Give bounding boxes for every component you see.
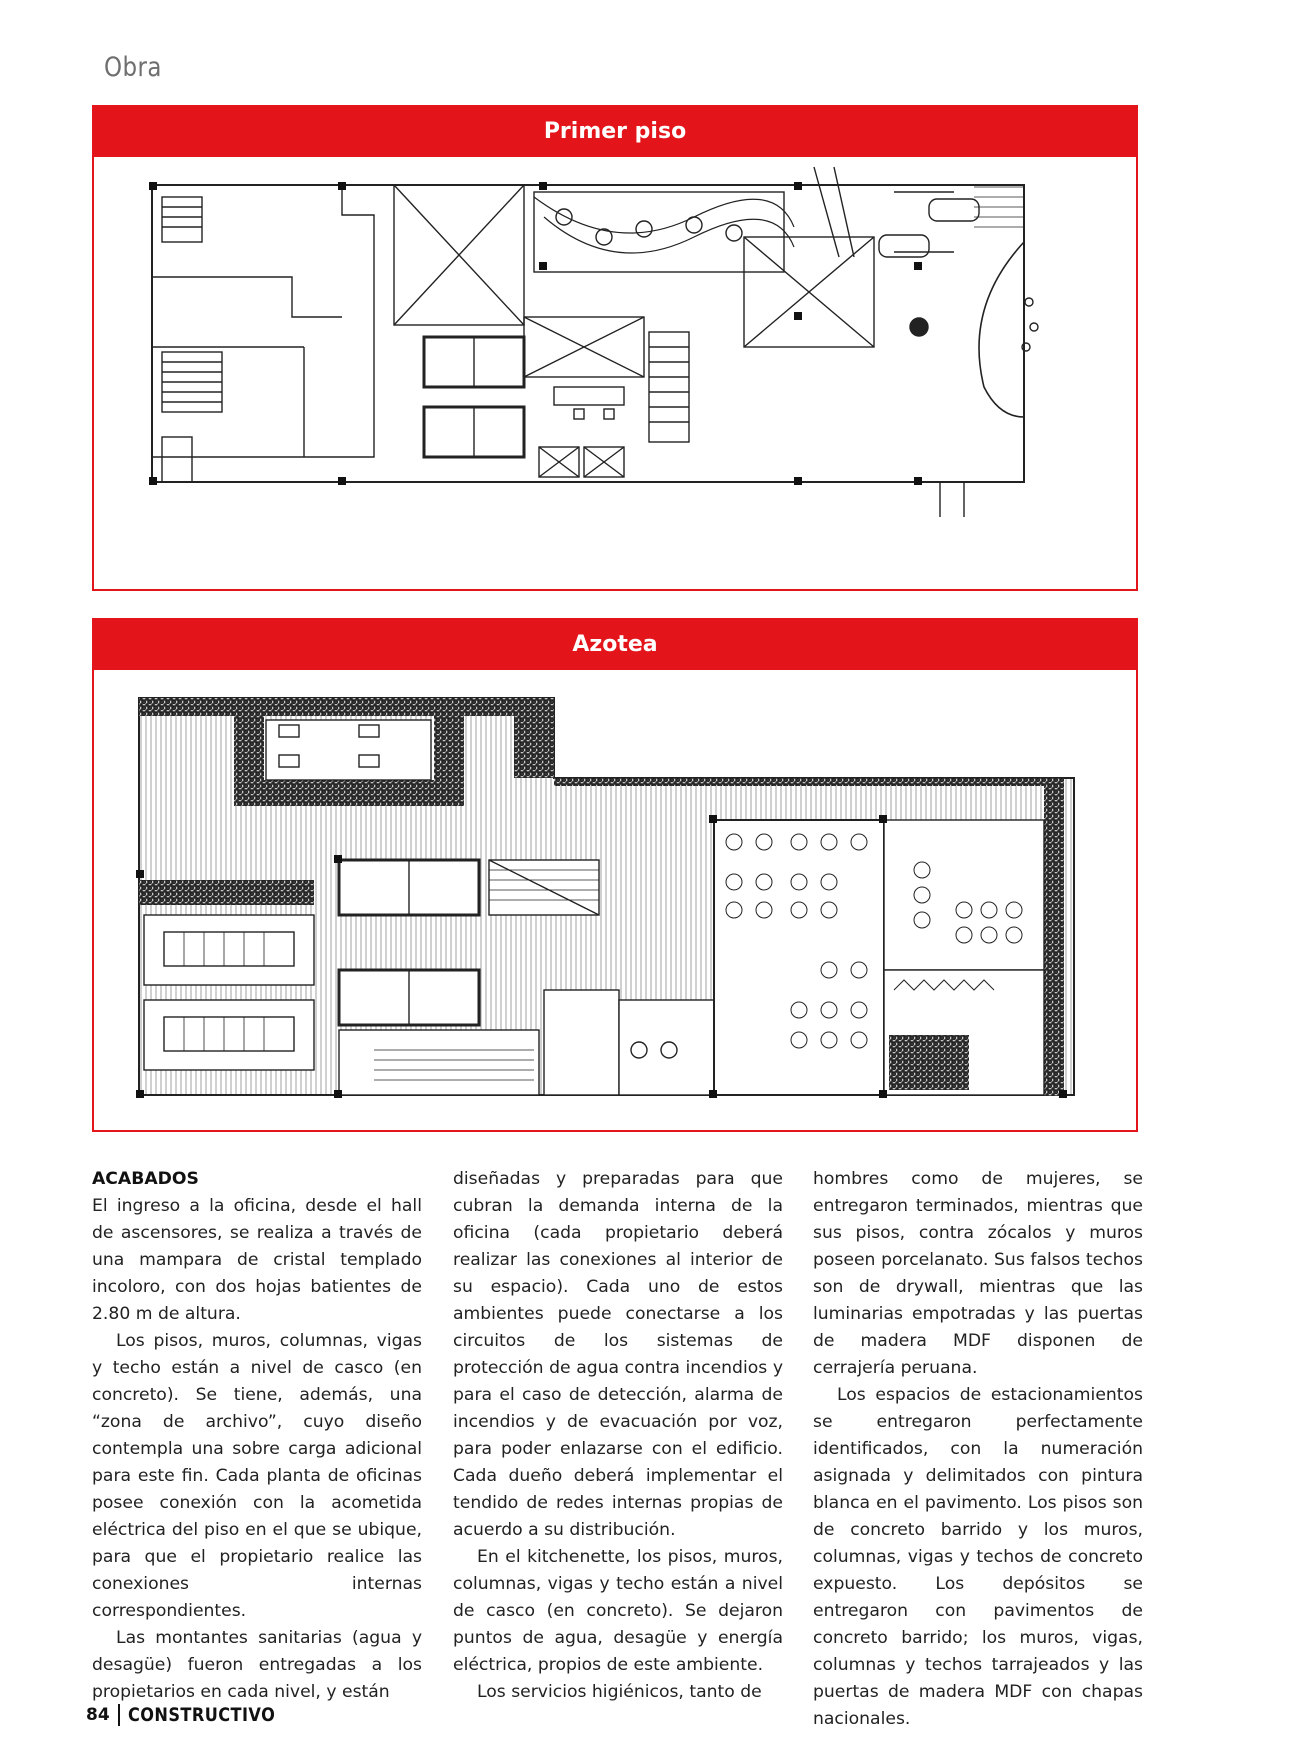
magazine-name: CONSTRUCTIVO [127,1704,275,1726]
paragraph: En el kitchenette, los pisos, muros, columnas, vigas y techo están a nivel de casco (en concreto). Se dejaron puntos de agua, desagüe y energía eléctrica, propios de este ambiente. [453,1547,783,1675]
article-column-2 [453,1166,783,1706]
plan-title: Primer piso [94,107,1136,157]
paragraph: El ingreso a la oficina, desde el hall de ascensores, se realiza a través de una mampara de cristal templado incoloro, con dos hojas batientes de 2.80 m de altura. [92,1196,422,1324]
page-footer [86,1704,301,1726]
article-heading: ACABADOS [92,1169,199,1189]
paragraph: Los espacios de estacionamientos se entregaron perfectamente identificados, con la numeración asignada y delimitados con pintura blanca en el pavimento. Los pisos son de concreto barrido y los muros, columnas, vigas y techos de concreto expuesto. Los depósitos se entregaron con pavimentos de concreto barrido; los muros, vigas, columnas y techos tarrajeados y las puertas de madera MDF con chapas nacionales. [813,1385,1143,1729]
paragraph: Los servicios higiénicos, tanto de [477,1682,762,1702]
plan-primer-piso [92,105,1138,591]
section-label: Obra [104,52,162,83]
floor-plan-drawing [94,157,1136,589]
plan-azotea [92,618,1138,1132]
article-column-3 [813,1166,1143,1733]
paragraph: diseñadas y preparadas para que cubran la demanda interna de la oficina (cada propietario deberá realizar las conexiones al interior de su espacio). Cada uno de estos ambientes puede conectarse a los circuitos de los sistemas de protección de agua contra incendios y para el caso de detección, alarma de incendios y de evacuación por voz, para poder enlazarse con el edificio. Cada dueño deberá implementar el tendido de redes internas propias de acuerdo a su distribución. [453,1169,783,1540]
floor-plan-drawing [94,670,1136,1130]
plan-title: Azotea [94,620,1136,670]
footer-divider [118,1704,120,1726]
article-column-1 [92,1166,422,1706]
page-number: 84 [86,1705,110,1725]
paragraph: hombres como de mujeres, se entregaron terminados, mientras que sus pisos, contra zócalos y muros poseen porcelanato. Sus falsos techos son de drywall, mientras que las luminarias empotradas y las puertas de madera MDF disponen de cerrajería peruana. [813,1169,1143,1378]
paragraph: Los pisos, muros, columnas, vigas y techo están a nivel de casco (en concreto). Se tiene, además, una “zona de archivo”, cuyo diseño contempla una sobre carga adicional para este fin. Cada planta de oficinas posee conexión con la acometida eléctrica del piso en el que se ubique, para que el propietario realice las conexiones internas correspondientes. [92,1331,422,1621]
paragraph: Las montantes sanitarias (agua y desagüe) fueron entregadas a los propietarios en cada nivel, y están [92,1628,422,1702]
